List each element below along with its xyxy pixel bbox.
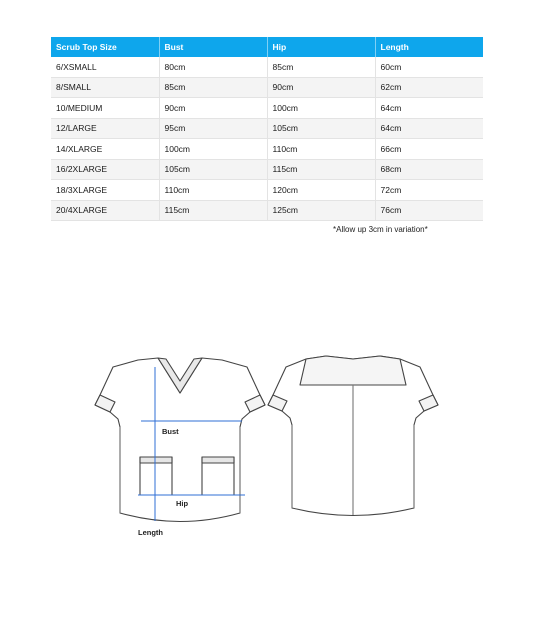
cell-hip: 105cm xyxy=(267,118,375,139)
cell-size: 6/XSMALL xyxy=(51,57,159,77)
table-row xyxy=(51,139,483,160)
cell-length: 60cm xyxy=(375,57,483,77)
table-row xyxy=(51,98,483,119)
cell-length: 76cm xyxy=(375,200,483,221)
cell-size: 12/LARGE xyxy=(51,118,159,139)
cell-bust: 80cm xyxy=(159,57,267,77)
scrub-top-diagram xyxy=(80,345,450,550)
cell-length: 68cm xyxy=(375,159,483,180)
scrub-back-view xyxy=(268,356,438,516)
bust-label: Bust xyxy=(162,427,179,436)
header-bust: Bust xyxy=(159,37,267,57)
header-length: Length xyxy=(375,37,483,57)
cell-bust: 110cm xyxy=(159,180,267,201)
variation-note: *Allow up 3cm in variation* xyxy=(333,225,428,234)
length-label: Length xyxy=(138,528,163,537)
cell-bust: 100cm xyxy=(159,139,267,160)
scrub-top-illustration xyxy=(80,345,450,550)
cell-bust: 95cm xyxy=(159,118,267,139)
cell-size: 14/XLARGE xyxy=(51,139,159,160)
cell-size: 16/2XLARGE xyxy=(51,159,159,180)
cell-length: 72cm xyxy=(375,180,483,201)
header-size: Scrub Top Size xyxy=(51,37,159,57)
cell-length: 66cm xyxy=(375,139,483,160)
cell-hip: 115cm xyxy=(267,159,375,180)
back-yoke xyxy=(300,356,406,385)
front-left-pocket-band xyxy=(140,457,172,463)
cell-hip: 120cm xyxy=(267,180,375,201)
header-hip: Hip xyxy=(267,37,375,57)
cell-bust: 85cm xyxy=(159,77,267,98)
size-chart-table xyxy=(51,37,483,221)
cell-size: 20/4XLARGE xyxy=(51,200,159,221)
cell-bust: 90cm xyxy=(159,98,267,119)
cell-hip: 90cm xyxy=(267,77,375,98)
cell-hip: 110cm xyxy=(267,139,375,160)
cell-size: 18/3XLARGE xyxy=(51,180,159,201)
table-row xyxy=(51,77,483,98)
cell-bust: 115cm xyxy=(159,200,267,221)
table-row xyxy=(51,180,483,201)
cell-size: 10/MEDIUM xyxy=(51,98,159,119)
table-header-row xyxy=(51,37,483,57)
cell-hip: 85cm xyxy=(267,57,375,77)
hip-label: Hip xyxy=(176,499,189,508)
table-row xyxy=(51,118,483,139)
cell-length: 62cm xyxy=(375,77,483,98)
cell-bust: 105cm xyxy=(159,159,267,180)
cell-hip: 100cm xyxy=(267,98,375,119)
table-row xyxy=(51,57,483,77)
cell-hip: 125cm xyxy=(267,200,375,221)
cell-size: 8/SMALL xyxy=(51,77,159,98)
cell-length: 64cm xyxy=(375,98,483,119)
table-row xyxy=(51,200,483,221)
table-row xyxy=(51,159,483,180)
front-right-pocket-band xyxy=(202,457,234,463)
scrub-front-view xyxy=(95,358,265,522)
cell-length: 64cm xyxy=(375,118,483,139)
